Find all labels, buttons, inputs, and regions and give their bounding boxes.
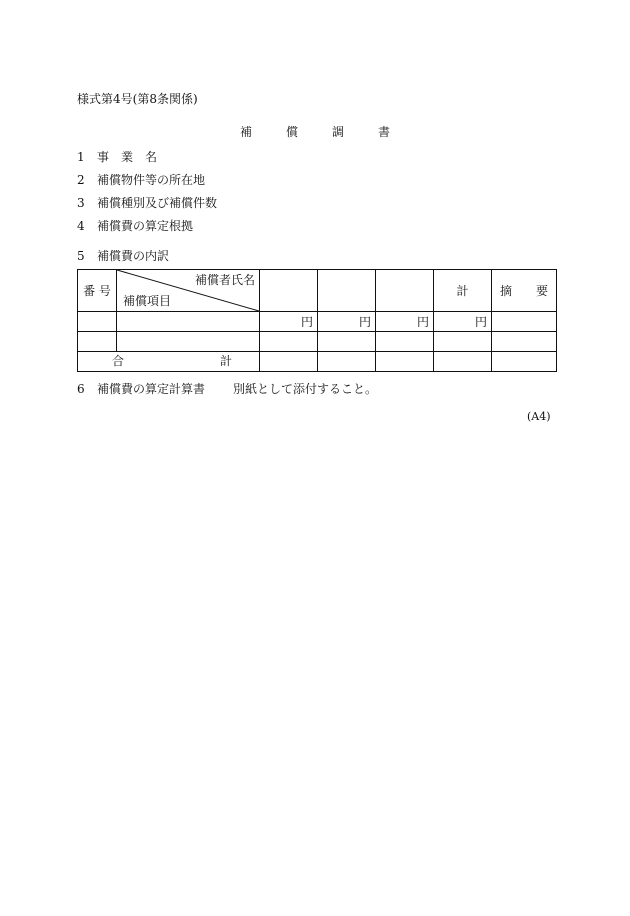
header-remarks: 摘 要: [492, 270, 557, 312]
table-cell[interactable]: [434, 332, 492, 352]
title-char: 書: [378, 125, 391, 139]
item-calculation-basis: [77, 219, 193, 233]
table-cell[interactable]: [318, 332, 376, 352]
table-cell[interactable]: [78, 312, 117, 332]
yen-unit: 円: [260, 312, 318, 332]
table-cell[interactable]: [376, 332, 434, 352]
total-row: [78, 352, 557, 372]
total-label-right: 計: [220, 354, 233, 368]
form-number: 様式第4号(第8条関係): [77, 92, 198, 106]
item-business-name: [77, 150, 157, 164]
table-cell[interactable]: [117, 312, 260, 332]
item-number: 2: [77, 173, 85, 187]
item-label: 事 業 名: [97, 150, 158, 164]
header-total: 計: [434, 270, 492, 312]
header-payee-name: 補償者氏名: [194, 273, 255, 287]
table-row: [78, 312, 557, 332]
table-cell[interactable]: [492, 332, 557, 352]
document-title: [0, 125, 630, 139]
title-char: 調: [332, 125, 345, 139]
title-char: 償: [285, 125, 298, 139]
item-label: 補償費の算定根拠: [97, 219, 194, 233]
item-number: 1: [77, 150, 85, 164]
item-compensation-type: [77, 196, 217, 210]
total-label-left: 合: [112, 354, 125, 368]
table-cell[interactable]: [260, 332, 318, 352]
total-label-cell: [78, 352, 260, 372]
item-calculation-sheet: [77, 382, 377, 396]
breakdown-table: [77, 269, 557, 372]
table-row: [78, 332, 557, 352]
yen-unit: 円: [318, 312, 376, 332]
table-cell[interactable]: [434, 352, 492, 372]
item-label: 補償費の内訳: [97, 249, 170, 263]
title-char: 補: [239, 125, 252, 139]
item-label: 補償種別及び補償件数: [97, 196, 218, 210]
header-number: 番 号: [78, 270, 117, 312]
header-payee-cell[interactable]: [318, 270, 376, 312]
table-cell[interactable]: [117, 332, 260, 352]
header-payee-cell[interactable]: [376, 270, 434, 312]
item-number: 5: [77, 249, 85, 263]
table-cell[interactable]: [492, 312, 557, 332]
table-cell[interactable]: [376, 352, 434, 372]
table-header-row: [78, 270, 557, 312]
item-number: 6: [77, 382, 85, 396]
item-label: 補償費の算定計算書: [97, 382, 206, 396]
header-diagonal-cell: [117, 270, 260, 312]
item-number: 4: [77, 219, 85, 233]
header-payee-cell[interactable]: [260, 270, 318, 312]
header-compensation-item: 補償項目: [123, 294, 172, 308]
table-cell[interactable]: [78, 332, 117, 352]
paper-size-label: (A4): [527, 410, 551, 423]
item-breakdown: [77, 249, 169, 263]
item-location: [77, 173, 205, 187]
item-note: 別紙として添付すること。: [233, 382, 378, 396]
yen-unit: 円: [434, 312, 492, 332]
item-label: 補償物件等の所在地: [97, 173, 206, 187]
item-number: 3: [77, 196, 85, 210]
table-cell[interactable]: [492, 352, 557, 372]
yen-unit: 円: [376, 312, 434, 332]
table-cell[interactable]: [318, 352, 376, 372]
table-cell[interactable]: [260, 352, 318, 372]
